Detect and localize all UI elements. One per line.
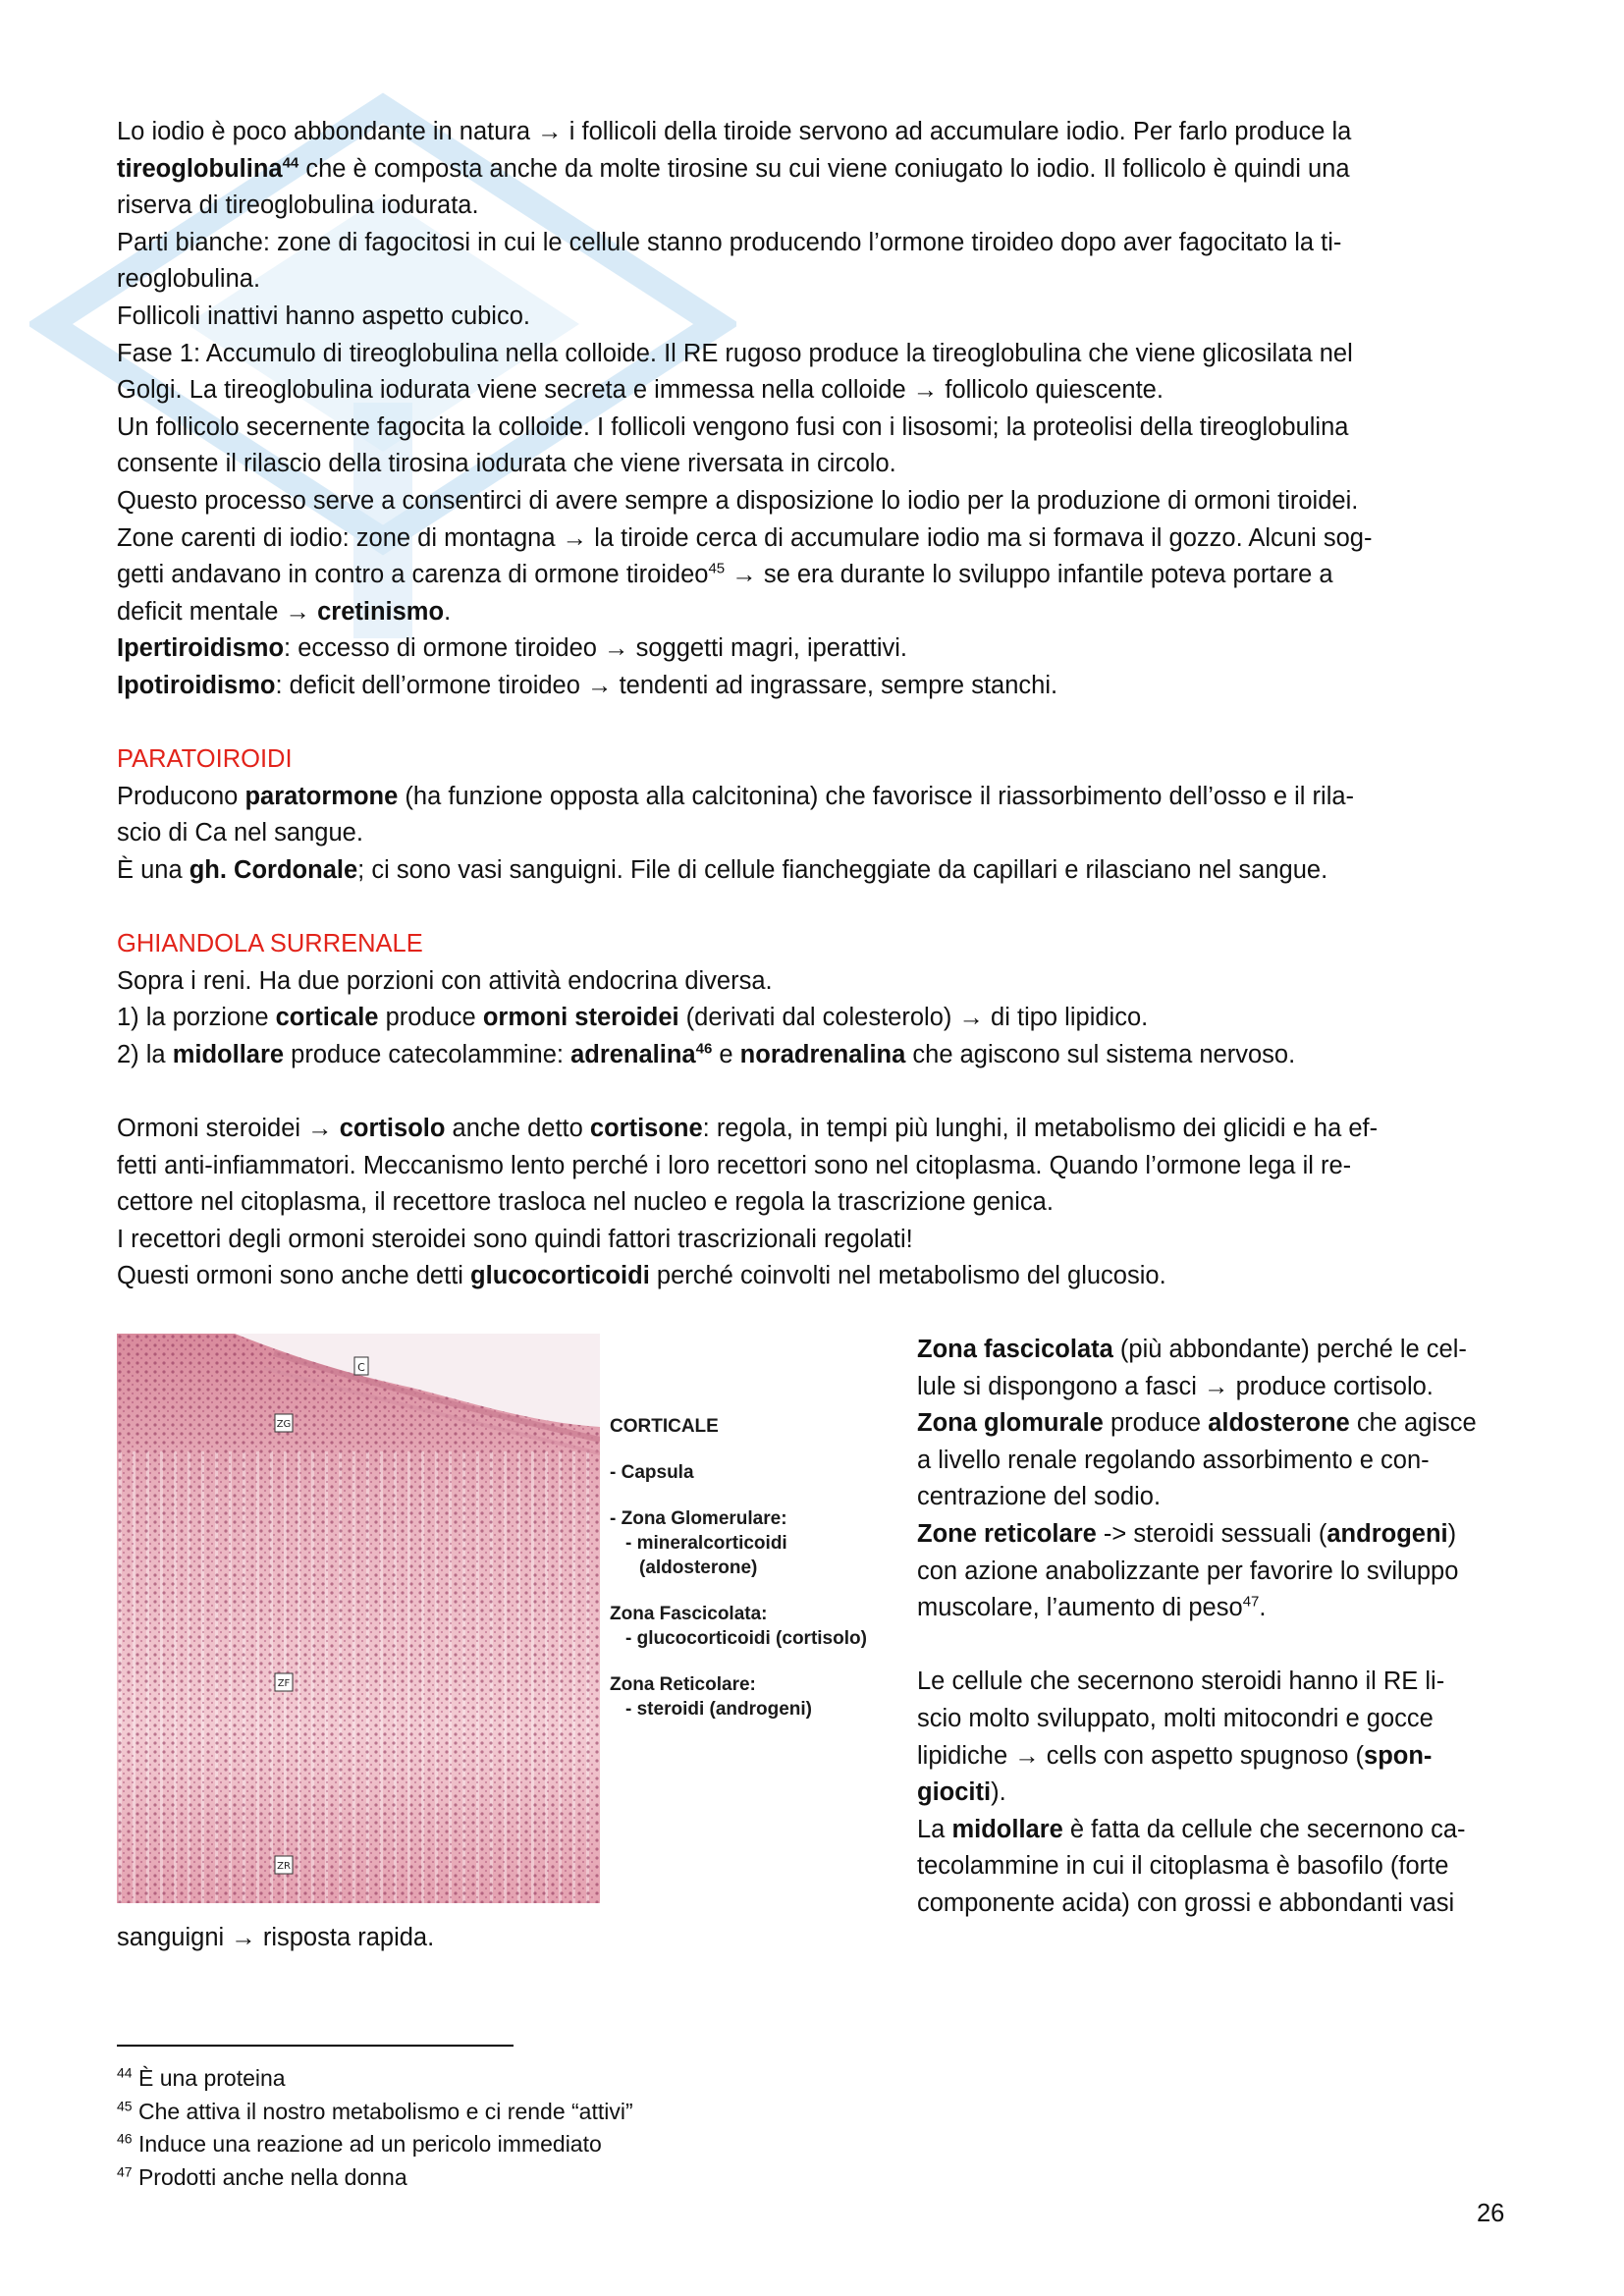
line: Le cellule che secernono steroidi hanno il RE li- — [917, 1667, 1445, 1696]
legend-item: (aldosterone) — [639, 1558, 758, 1578]
legend-item: - Zona Glomerulare: — [610, 1508, 787, 1529]
line: tireoglobulina$^{44}$ che è composta anche da molte tirosine su cui viene coniugato lo iodio. Il follicolo è quindi una — [117, 154, 1350, 183]
line: getti andavano in contro a carenza di ormone tiroideo$^{45}$ → se era durante lo sviluppo infantile poteva portare a — [117, 560, 1333, 589]
line: consente il rilascio della tirosina iodurata che viene riversata in circolo. — [117, 450, 896, 478]
line: I recettori degli ormoni steroidei sono quindi fattori trascrizionali regolati! — [117, 1225, 913, 1253]
line: componente acida) con grossi e abbondanti vasi — [917, 1888, 1455, 1917]
line: con azione anabolizzante per favorire lo sviluppo — [917, 1557, 1459, 1585]
svg-text:ZR: ZR — [277, 1861, 291, 1872]
line: È una gh. Cordonale; ci sono vasi sanguigni. File di cellule fiancheggiate da capillari e rilasciano nel sangue. — [117, 855, 1328, 884]
section-heading-paratiroidi: PARATOIROIDI — [117, 745, 293, 774]
line: Zone reticolare -> steroidi sessuali (androgeni) — [917, 1519, 1457, 1548]
line: cettore nel citoplasma, il recettore trasloca nel nucleo e regola la trascrizione genica. — [117, 1188, 1054, 1217]
line: scio di Ca nel sangue. — [117, 819, 363, 847]
line: Zone carenti di iodio: zone di montagna → la tiroide cerca di accumulare iodio ma si formava il gozzo. Alcuni sog- — [117, 523, 1373, 552]
line: reoglobulina. — [117, 265, 261, 294]
svg-text:C: C — [357, 1361, 365, 1374]
line: Lo iodio è poco abbondante in natura → i follicoli della tiroide servono ad accumulare iodio. Per farlo produce la — [117, 118, 1352, 145]
line: tecolammine in cui il citoplasma è basofilo (forte — [917, 1852, 1449, 1881]
right-column-text — [917, 1332, 1526, 1923]
line: Ormoni steroidei → cortisolo anche detto cortisone: regola, in tempi più lunghi, il metabolismo dei glicidi e ha ef- — [117, 1115, 1379, 1143]
line: Fase 1: Accumulo di tireoglobulina nella colloide. Il RE rugoso produce la tireoglobulina che viene glicosilata nel — [117, 339, 1353, 367]
section-heading-surrenale: GHIANDOLA SURRENALE — [117, 930, 423, 958]
legend-item: Zona Fascicolata: — [610, 1604, 768, 1624]
line: Ipotiroidismo: deficit dell’ormone tiroideo → tendenti ad ingrassare, sempre stanchi. — [117, 671, 1058, 699]
footnote: $^{45}$ Che attiva il nostro metabolismo e ci rende “attivi” — [117, 2097, 633, 2124]
figure-legend — [610, 1414, 904, 1722]
line: Questo processo serve a consentirci di avere sempre a disposizione lo iodio per la produzione di ormoni tiroidei. — [117, 486, 1359, 515]
footnote: $^{47}$ Prodotti anche nella donna — [117, 2162, 407, 2190]
line: Zona fascicolata (più abbondante) perché le cel- — [917, 1336, 1467, 1363]
legend-item: - glucocorticoidi (cortisolo) — [625, 1628, 867, 1649]
continuation-line: sanguigni → risposta rapida. — [117, 1924, 435, 1951]
line: lule si dispongono a fasci → produce cortisolo. — [917, 1372, 1434, 1400]
line: Sopra i reni. Ha due porzioni con attività endocrina diversa. — [117, 966, 773, 995]
footnote: $^{44}$ È una proteina — [117, 2064, 286, 2091]
line: scio molto sviluppato, molti mitocondri e gocce — [917, 1704, 1434, 1732]
line: Ipertiroidismo: eccesso di ormone tiroideo → soggetti magri, iperattivi. — [117, 634, 907, 663]
main-text — [117, 114, 1511, 1295]
line: La midollare è fatta da cellule che secernono ca- — [917, 1815, 1466, 1843]
line: Producono paratormone (ha funzione opposta alla calcitonina) che favorisce il riassorbimento dell’osso e il rila- — [117, 782, 1355, 810]
line: centrazione del sodio. — [917, 1483, 1162, 1511]
line: Un follicolo secernente fagocita la colloide. I follicoli vengono fusi con i lisosomi; la proteolisi della tireoglobulina — [117, 412, 1349, 441]
legend-item: - steroidi (androgeni) — [625, 1699, 812, 1720]
svg-text:ZG: ZG — [276, 1419, 292, 1430]
legend-title: CORTICALE — [610, 1416, 719, 1437]
adrenal-cortex-micrograph — [117, 1334, 600, 1903]
histology-image — [117, 1334, 600, 1903]
footnotes — [117, 2062, 633, 2194]
line: Questi ormoni sono anche detti glucocorticoidi perché coinvolti nel metabolismo del glucosio. — [117, 1262, 1166, 1290]
line: a livello renale regolando assorbimento e con- — [917, 1446, 1430, 1474]
svg-text:ZF: ZF — [277, 1678, 291, 1689]
legend-item: - Capsula — [610, 1462, 694, 1483]
legend-item: Zona Reticolare: — [610, 1674, 756, 1695]
legend-item: - mineralcorticoidi — [625, 1533, 787, 1554]
footnote: $^{46}$ Induce una reazione ad un pericolo immediato — [117, 2130, 602, 2157]
line: 1) la porzione corticale produce ormoni steroidei (derivati dal colesterolo) → di tipo lipidico. — [117, 1004, 1149, 1032]
line: Parti bianche: zone di fagocitosi in cui le cellule stanno producendo l’ormone tiroideo dopo aver fagocitato la ti- — [117, 228, 1342, 256]
line: deficit mentale → cretinismo. — [117, 597, 452, 626]
line: Golgi. La tireoglobulina iodurata viene secreta e immessa nella colloide → follicolo quiescente. — [117, 376, 1164, 405]
line: fetti anti-infiammatori. Meccanismo lento perché i loro recettori sono nel citoplasma. Quando l’ormone lega il re- — [117, 1151, 1352, 1179]
line: 2) la midollare produce catecolammine: adrenalina$^{46}$ e noradrenalina che agiscono sul sistema nervoso. — [117, 1040, 1296, 1068]
page-number: 26 — [1477, 2200, 1505, 2227]
line: Zona glomurale produce aldosterone che agisce — [917, 1409, 1477, 1438]
line: muscolare, l’aumento di peso$^{47}$. — [917, 1593, 1267, 1622]
line: Follicoli inattivi hanno aspetto cubico. — [117, 301, 530, 330]
line: riserva di tireoglobulina iodurata. — [117, 191, 479, 220]
line: giociti). — [917, 1778, 1006, 1807]
footnote-separator — [117, 2045, 514, 2047]
line: lipidiche → cells con aspetto spugnoso (spon- — [917, 1741, 1433, 1770]
